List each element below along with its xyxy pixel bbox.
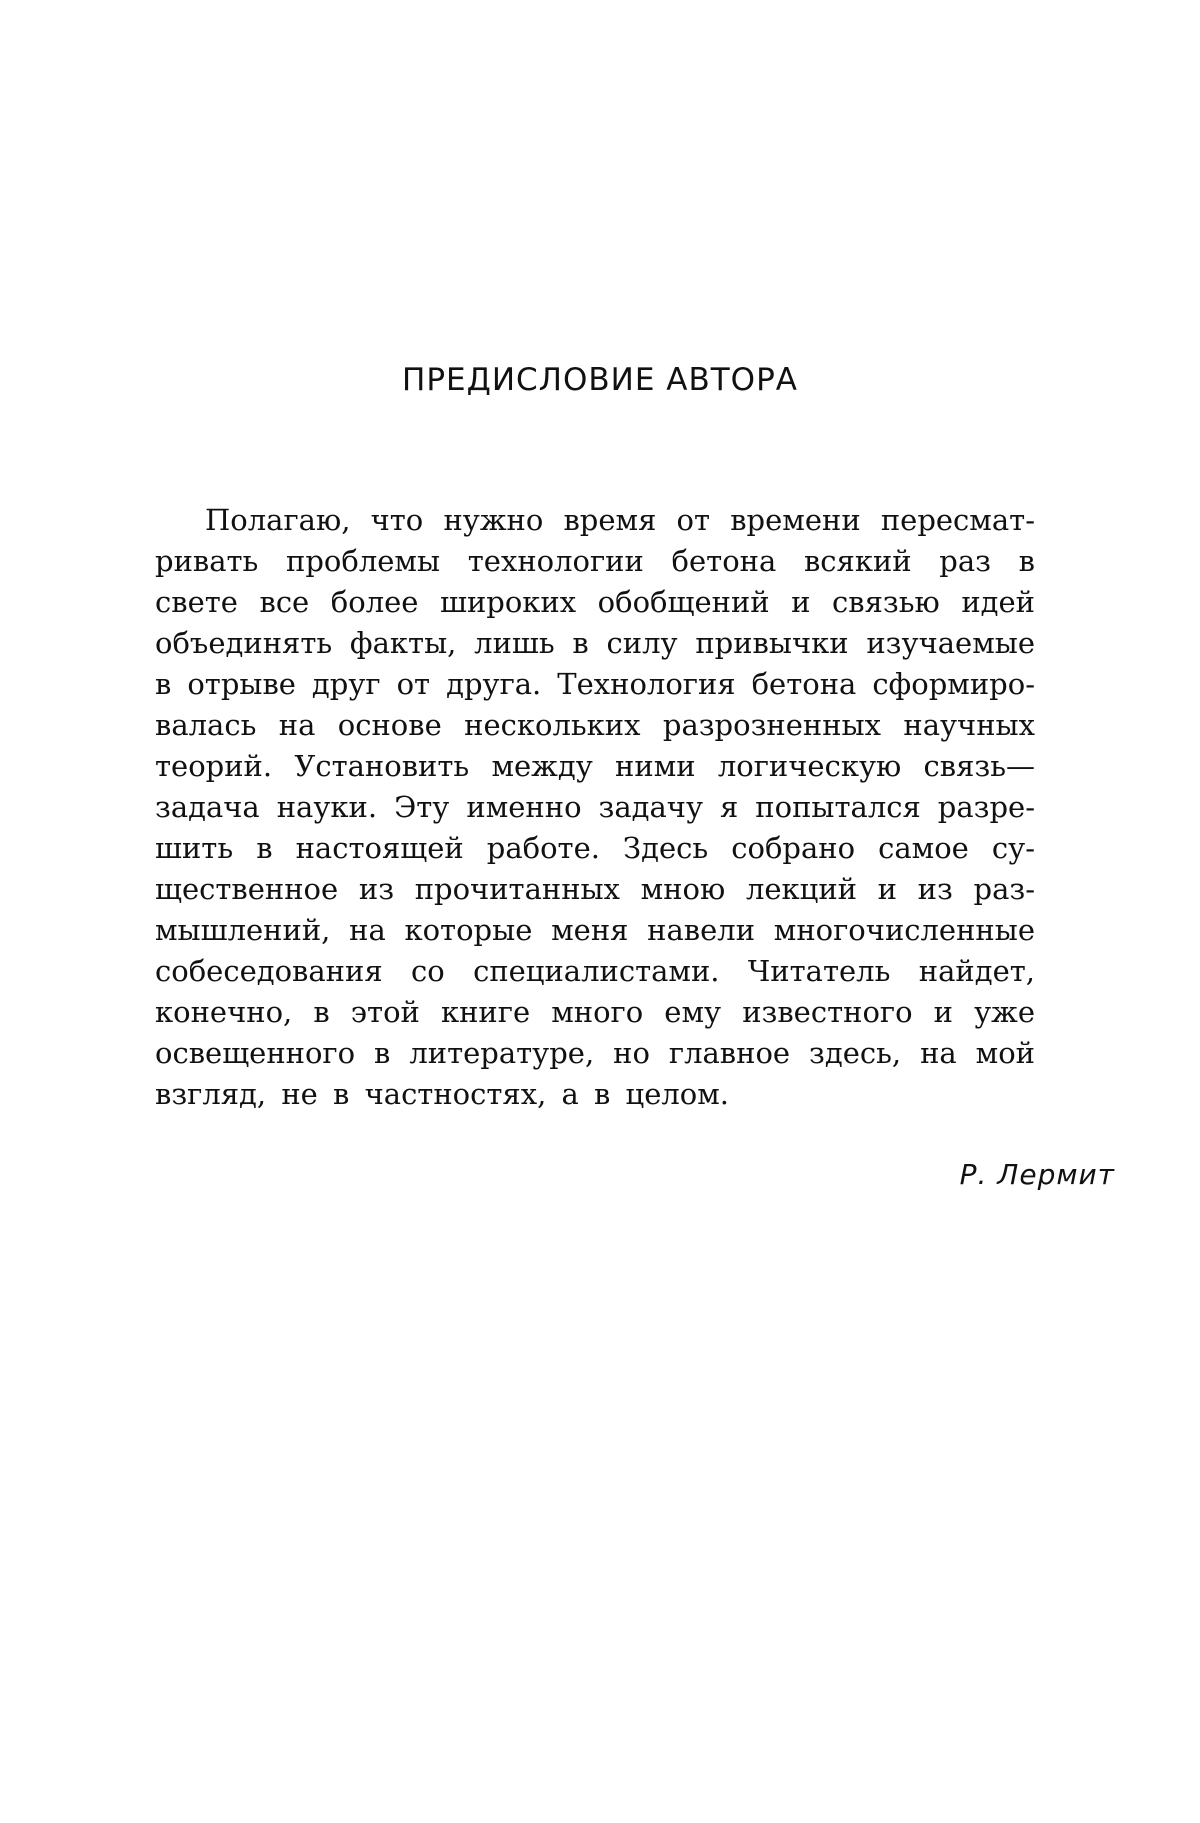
text-line: свете все более широких обобщений и связью идей [155,585,1035,619]
text-line: Полагаю, что нужно время от времени пересмат- [205,503,1035,537]
text-line: объединять факты, лишь в силу привычки изучаемые [155,626,1035,660]
text-line: валась на основе нескольких разрозненных научных [155,708,1035,742]
text-line: освещенного в литературе, но главное здесь, на мой [155,1036,1035,1070]
preface-text [155,500,1035,1115]
text-line: взгляд, не в частностях, а в целом. [155,1077,730,1111]
text-line: ривать проблемы технологии бетона всякий раз в [155,544,1035,578]
text-line: мышлений, на которые меня навели многочисленные [155,913,1035,947]
text-line: конечно, в этой книге много ему известного и уже [155,995,1035,1029]
page-title: ПРЕДИСЛОВИЕ АВТОРА [402,362,798,398]
text-line: задача науки. Эту именно задачу я попытался разре- [155,790,1035,824]
text-line: в отрыве друг от друга. Технология бетона сформиро- [155,667,1035,701]
text-line: собеседования со специалистами. Читатель найдет, [155,954,1035,988]
author-signature: Р. Лермит [959,1158,1115,1191]
text-line: щественное из прочитанных мною лекций и из раз- [155,872,1035,906]
text-line: шить в настоящей работе. Здесь собрано самое су- [155,831,1035,865]
text-line: теорий. Установить между ними логическую связь— [155,749,1035,783]
